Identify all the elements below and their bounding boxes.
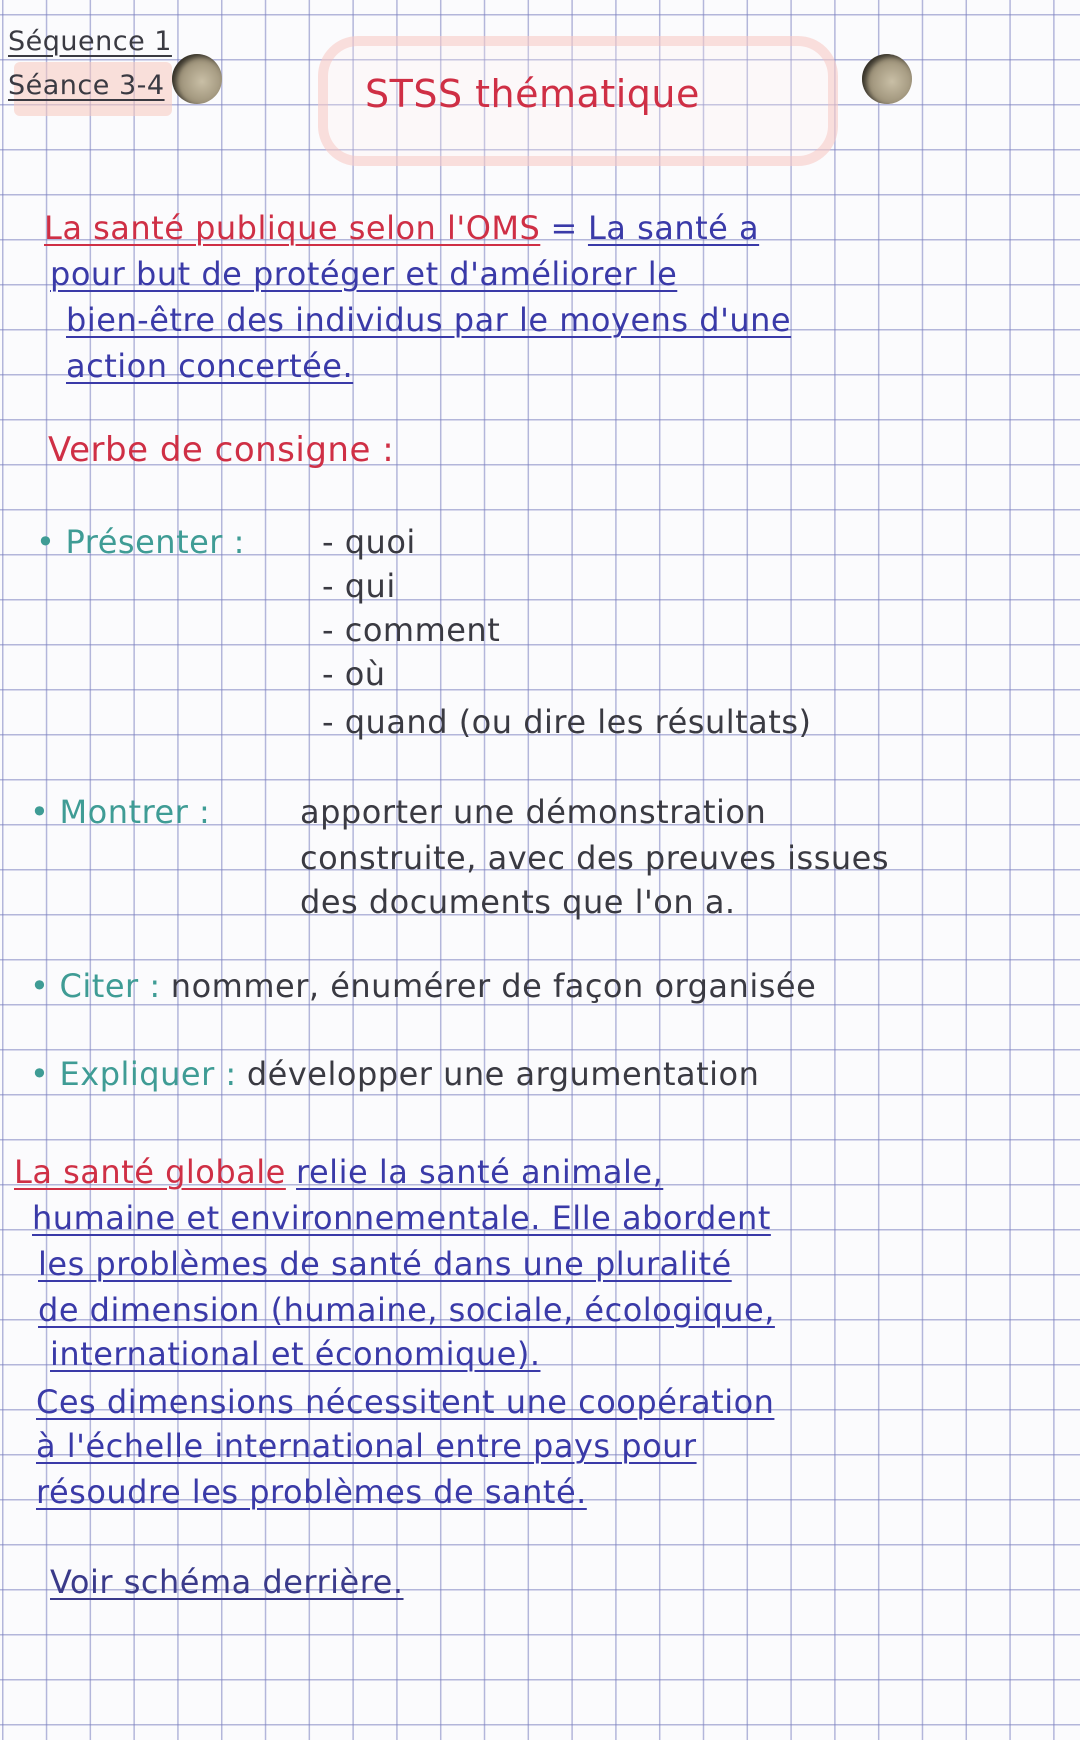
cite-verb: Citer :: [59, 967, 161, 1005]
show-line-3: des documents que l'on a.: [300, 883, 736, 921]
see-diagram-note: Voir schéma derrière.: [50, 1563, 404, 1601]
present-item-where: - où: [322, 655, 386, 693]
bullet-icon: •: [30, 1055, 50, 1093]
present-item-how: - comment: [322, 611, 501, 649]
cite-entry: [30, 964, 816, 1009]
show-line-1: apporter une démonstration: [300, 793, 767, 831]
public-health-lead: La santé publique selon l'OMS: [44, 209, 541, 247]
show-verb: Montrer :: [59, 793, 211, 831]
explain-verb: Expliquer :: [59, 1055, 237, 1093]
global-health-line-2: humaine et environnementale. Elle abordent: [32, 1199, 771, 1237]
punch-hole-right: [862, 54, 912, 104]
global-health-line-6: Ces dimensions nécessitent une coopération: [36, 1383, 775, 1421]
public-health-line-2: pour but de protéger et d'améliorer le: [50, 255, 678, 293]
public-health-line-3: bien-être des individus par le moyens d'une: [66, 301, 792, 339]
show-entry: [30, 790, 210, 835]
public-health-line-1: La santé a: [587, 209, 760, 247]
seance-label: Séance 3-4: [8, 70, 165, 101]
public-health-line-4: action concertée.: [66, 347, 354, 385]
global-health-line-3: les problèmes de santé dans une pluralité: [38, 1245, 732, 1283]
global-health-line-7: à l'échelle international entre pays pour: [36, 1427, 697, 1465]
global-health-line-8: résoudre les problèmes de santé.: [36, 1473, 587, 1511]
instruction-verbs-heading: Verbe de consigne :: [48, 430, 395, 470]
present-entry: [36, 520, 245, 565]
punch-hole-left: [172, 54, 222, 104]
show-line-2: construite, avec des preuves issues: [300, 839, 889, 877]
bullet-icon: •: [30, 793, 50, 831]
cite-definition: nommer, énumérer de façon organisée: [170, 967, 817, 1005]
bullet-icon: •: [30, 967, 50, 1005]
present-item-who: - qui: [322, 567, 396, 605]
global-health-line-5: international et économique).: [50, 1335, 541, 1373]
public-health-definition: [44, 206, 759, 251]
present-verb: Présenter :: [65, 523, 245, 561]
equals-sign: =: [550, 209, 578, 247]
global-health-definition: [14, 1150, 663, 1195]
present-item-when: - quand (ou dire les résultats): [322, 703, 812, 741]
explain-entry: [30, 1052, 759, 1097]
global-health-line-1: relie la santé animale,: [296, 1153, 664, 1191]
bullet-icon: •: [36, 523, 56, 561]
present-item-what: - quoi: [322, 523, 416, 561]
page-title: STSS thématique: [365, 72, 700, 116]
global-health-lead: La santé globale: [14, 1153, 286, 1191]
explain-definition: développer une argumentation: [246, 1055, 760, 1093]
sequence-label: Séquence 1: [8, 26, 172, 57]
global-health-line-4: de dimension (humaine, sociale, écologique,: [38, 1291, 775, 1329]
